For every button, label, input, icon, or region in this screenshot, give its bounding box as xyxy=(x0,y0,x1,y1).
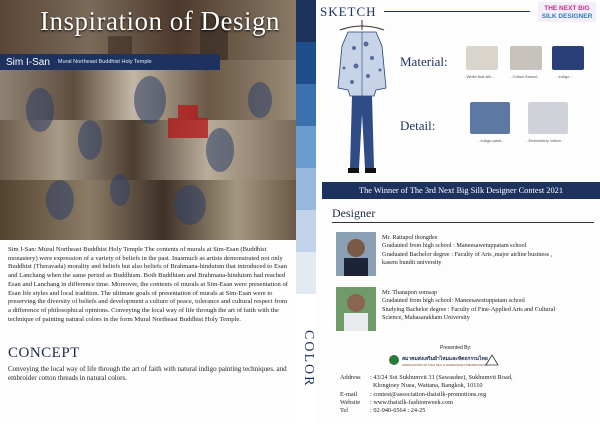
material-caption: - White thai silk - xyxy=(464,74,494,79)
detail-swatch-indigo-paint xyxy=(470,102,510,134)
color-label: COLOR xyxy=(301,330,316,388)
sim-name: Sim I-San xyxy=(6,56,50,68)
color-swatch xyxy=(296,168,316,210)
material-swatch-indigo xyxy=(552,46,584,70)
designer-1-line: Graduated Bachelor degree : Faculty of Arts ,major airline business , xyxy=(382,250,553,258)
winner-banner: The Winner of The 3rd Next Big Silk Designer Contest 2021 xyxy=(322,182,600,199)
material-caption: - Indigo - xyxy=(556,74,572,79)
page-title: Inspiration of Design xyxy=(40,6,280,36)
color-swatch xyxy=(296,84,316,126)
designer-1-line: kasem bundit university xyxy=(382,259,442,267)
detail-label: Detail: xyxy=(400,118,436,133)
concept-heading: CONCEPT xyxy=(8,345,80,361)
website-label: Website xyxy=(340,399,361,406)
address-line-2: Klongtoey Nuea, Wattana, Bangkok, 10110 xyxy=(373,382,483,389)
designer-2-line: Science, Mahasarakham University xyxy=(382,314,470,322)
designer-1-line: Gradauted from high school : Maneesawetuppatam school xyxy=(382,242,527,250)
detail-caption: - Embroidery cotton - xyxy=(526,138,564,143)
inspiration-description: Sim I-San: Mural Northeast Buddhist Holy Temple The contents of murals at Sim-Esan (Buddhist monastery) were expression of a variety of beliefs in the past. Inasmuch as artists demonstrated not only Buddhist (Theravada) morality and beliefs but also beliefs of Brahmana-hinduism that introduced to Esan and Lanchang when the same period as Buddhism. Both Buddhism and Brahmana-hinduism had reached Esan and Lanchang in difference time. Moreover, the contents of murals at Sim-Esan were presentation of Esan life styles and local tradition. The ultimate goals of presentation of murals at Sim-Esan were to preserving the diversity of beliefs and development a culture of peace, tolerance and cultural respect from a difference of philosophical opinions. Conveying the local way of life through the art of faith with the technique of painting natural colors in the form Mural Northeast Buddhist Holy Temple. xyxy=(8,246,288,323)
email-value: : contest@association-thaisilk-promotions.org xyxy=(370,391,487,398)
concept-text: Conveying the local way of life through the art of faith with natural indigo painting techniques. and embroider cotton threads in natural colors. xyxy=(8,365,287,382)
tel-label: Tel xyxy=(340,407,348,414)
material-swatch-cotton xyxy=(510,46,542,70)
svg-text:THE NEXT BIG: THE NEXT BIG xyxy=(544,5,590,12)
designer-2-info xyxy=(382,289,555,323)
designer-2-name: Mr. Thanapon somsap xyxy=(382,289,438,296)
mural-photo xyxy=(0,0,296,240)
sim-title-bar xyxy=(0,54,220,70)
presented-by-label: Presented By: xyxy=(440,345,472,351)
designer-photo xyxy=(336,232,376,276)
designer-2-line: Gradauted from high school: Maneesawetuppatam school xyxy=(382,297,525,305)
svg-text:SILK DESIGNER: SILK DESIGNER xyxy=(541,13,593,20)
svg-text:สมาคมส่งเสริมผ้าไหมและหัตถกรรม: สมาคมส่งเสริมผ้าไหมและหัตถกรรมไทย xyxy=(402,356,488,362)
color-swatch xyxy=(296,42,316,84)
address-line-1: : 43/24 Soi Sukhumvit 31 (Sawasdee), Sukhumvit Road, xyxy=(370,374,513,381)
designer-heading: Designer xyxy=(332,206,376,220)
designer-photo xyxy=(336,287,376,331)
garment-sketch xyxy=(326,18,398,180)
color-swatch xyxy=(296,210,316,252)
sketch-divider xyxy=(384,11,530,12)
contest-logo xyxy=(538,2,596,22)
designer-1-info xyxy=(382,234,552,268)
website-value: : www.thaisilk-fashionweek.com xyxy=(370,399,454,406)
material-swatch-silk xyxy=(466,46,498,70)
email-label: E-mail xyxy=(340,391,358,398)
detail-swatch-embroidery xyxy=(528,102,568,134)
detail-caption: - Indigo paint - xyxy=(478,138,504,143)
color-swatch xyxy=(296,0,316,42)
designer-1-name: Mr. Rattapol thongdee xyxy=(382,234,438,241)
designer-divider xyxy=(332,222,594,223)
material-caption: - Cotton thread - xyxy=(510,74,540,79)
color-swatch xyxy=(296,252,316,294)
material-label: Material: xyxy=(400,54,448,69)
address-label: Address xyxy=(340,374,361,381)
color-swatch xyxy=(296,126,316,168)
tel-value: : 02-940-6564 : 24-25 xyxy=(370,407,426,414)
association-logo xyxy=(388,352,504,368)
svg-text:ASSOCIATION OF THAI SILK & HAN: ASSOCIATION OF THAI SILK & HANDICRAFT PROMOTIONS xyxy=(402,363,487,367)
designer-2-line: Studying Bachelor degree : Faculty of Fine-Applied Arts and Cultural xyxy=(382,305,556,313)
sketch-heading: SKETCH xyxy=(320,4,377,19)
sim-subtitle: Mural Northeast Buddhist Holy Temple xyxy=(57,59,152,65)
